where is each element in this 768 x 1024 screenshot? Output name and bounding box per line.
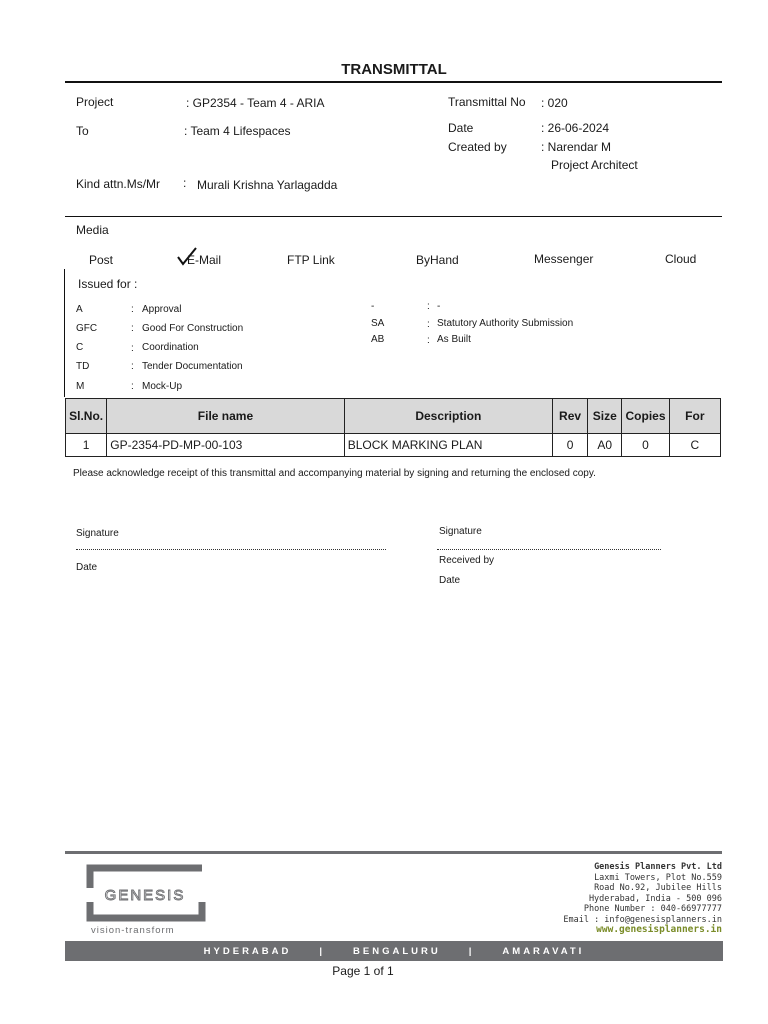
table-header-row (66, 399, 721, 434)
left-date-label: Date (76, 562, 98, 573)
colon: : (131, 304, 134, 315)
code-sa: SA (371, 318, 385, 329)
desc-a: Approval (142, 304, 182, 315)
media-option-messenger: Messenger (534, 252, 594, 266)
header-rev: Rev (552, 399, 587, 434)
project-value: : GP2354 - Team 4 - ARIA (186, 96, 325, 110)
tagline: vision-transform (91, 925, 175, 936)
header-slno: Sl.No. (66, 399, 107, 434)
header-copies: Copies (622, 399, 669, 434)
cell-size: A0 (588, 434, 622, 457)
desc-ab: As Built (437, 334, 471, 345)
media-label: Media (76, 223, 109, 237)
code-c: C (76, 342, 84, 353)
company-address (563, 862, 722, 936)
cell-for: C (669, 434, 720, 457)
city-bengaluru: BENGALURU (353, 945, 441, 957)
left-border (64, 269, 65, 397)
right-date-label: Date (439, 575, 461, 586)
media-option-byhand: ByHand (416, 253, 459, 267)
issued-for-label: Issued for : (78, 277, 138, 291)
colon: : (131, 343, 134, 354)
footer-divider (65, 851, 722, 854)
to-value: : Team 4 Lifespaces (184, 124, 291, 138)
desc-m: Mock-Up (142, 381, 183, 392)
code-m: M (76, 381, 85, 392)
header-size: Size (588, 399, 622, 434)
right-signature-line (437, 549, 661, 550)
file-table (65, 398, 721, 457)
desc-c: Coordination (142, 342, 199, 353)
logo-text: GENESIS (104, 887, 186, 904)
acknowledge-note: Please acknowledge receipt of this transmittal and accompanying material by signing and returning the enclosed copy. (73, 468, 596, 479)
address-line-3: Hyderabad, India - 500 096 (588, 893, 722, 904)
city-separator: | (468, 945, 475, 957)
cell-copies: 0 (622, 434, 669, 457)
city-amaravati: AMARAVATI (502, 945, 585, 957)
media-option-email: E-Mail (187, 253, 222, 267)
info-divider (65, 216, 722, 217)
page-number: Page 1 of 1 (332, 964, 394, 978)
code-ab: AB (371, 334, 385, 345)
code-a: A (76, 304, 83, 315)
left-signature-label: Signature (76, 528, 119, 539)
email: Email : info@genesisplanners.in (563, 914, 722, 925)
created-by-role: Project Architect (551, 158, 638, 172)
left-signature-line (76, 549, 386, 550)
cell-slno: 1 (66, 434, 107, 457)
desc-dash: - (437, 301, 441, 312)
address-line-2: Road No.92, Jubilee Hills (594, 883, 722, 893)
attn-colon: : (183, 176, 187, 190)
right-signature-label: Signature (439, 526, 482, 537)
header-for: For (669, 399, 720, 434)
colon: : (131, 381, 134, 392)
attn-value: Murali Krishna Yarlagadda (197, 178, 338, 192)
code-td: TD (76, 361, 90, 372)
colon: : (427, 335, 430, 346)
page-title: TRANSMITTAL (341, 61, 447, 78)
attn-label: Kind attn.Ms/Mr (76, 177, 161, 191)
header-description: Description (344, 399, 552, 434)
date-label: Date (448, 121, 474, 135)
code-gfc: GFC (76, 323, 98, 334)
address-line-1: Laxmi Towers, Plot No.559 (594, 872, 722, 883)
table-row (66, 434, 721, 457)
cell-rev: 0 (552, 434, 587, 457)
colon: : (131, 361, 134, 372)
transmittal-no-label: Transmittal No (448, 95, 526, 109)
colon: : (427, 301, 430, 312)
header-file-name: File name (107, 399, 344, 434)
desc-gfc: Good For Construction (142, 323, 244, 334)
company-name: Genesis Planners Pvt. Ltd (594, 862, 722, 872)
project-label: Project (76, 95, 114, 109)
colon: : (427, 319, 430, 330)
desc-td: Tender Documentation (142, 361, 243, 372)
cell-file-name: GP-2354-PD-MP-00-103 (107, 434, 344, 457)
code-dash: - (371, 301, 375, 312)
cities-bar (65, 941, 723, 961)
city-separator: | (319, 945, 326, 957)
media-option-post: Post (89, 253, 114, 267)
created-by-label: Created by (448, 140, 507, 154)
received-by-label: Received by (439, 555, 495, 566)
desc-sa: Statutory Authority Submission (437, 318, 574, 329)
media-option-cloud: Cloud (665, 252, 697, 266)
city-hyderabad: HYDERABAD (203, 945, 292, 957)
created-by-value: : Narendar M (541, 140, 612, 154)
cell-description: BLOCK MARKING PLAN (344, 434, 552, 457)
phone: Phone Number : 040-66977777 (583, 904, 722, 914)
genesis-logo (84, 864, 206, 922)
date-value: : 26-06-2024 (541, 121, 610, 135)
transmittal-no-value: : 020 (541, 96, 568, 110)
to-label: To (76, 124, 89, 138)
media-option-ftp: FTP Link (287, 253, 335, 267)
colon: : (131, 323, 134, 334)
website-link[interactable]: www.genesisplanners.in (596, 924, 722, 935)
title-divider (65, 81, 722, 83)
